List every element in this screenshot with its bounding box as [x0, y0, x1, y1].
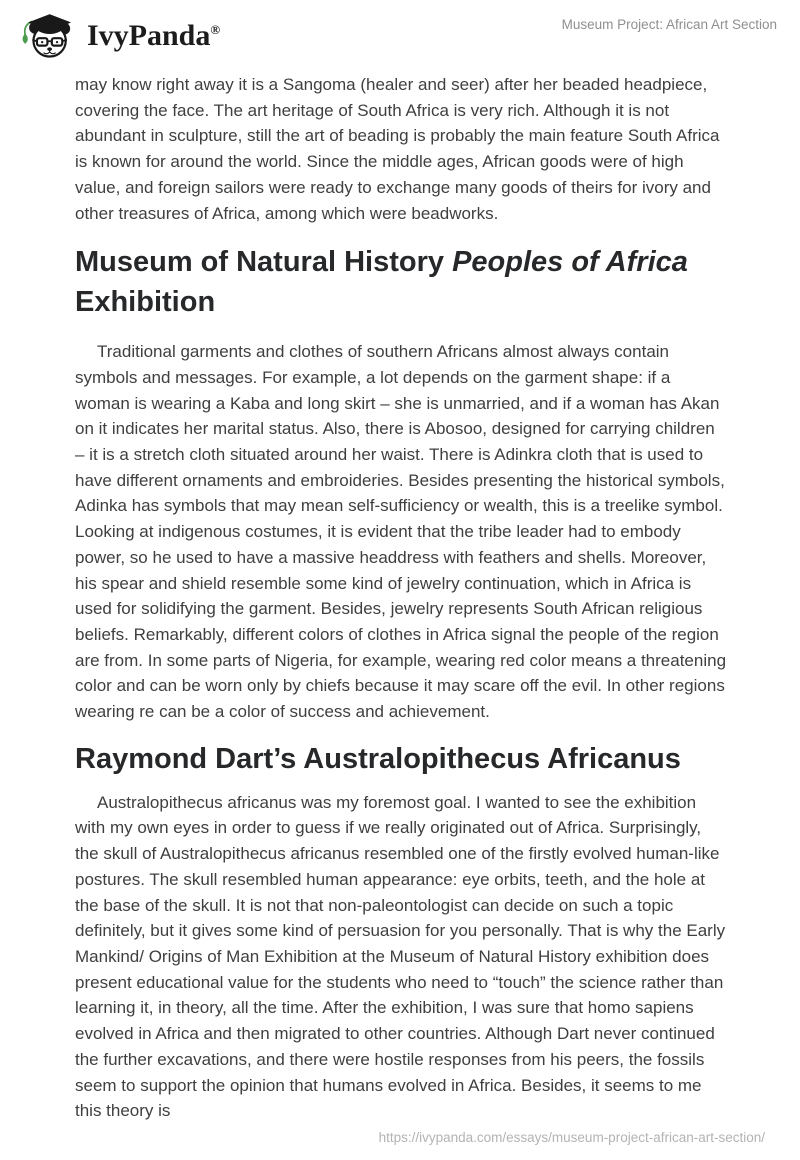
- article-paragraph-2: Traditional garments and clothes of southern Africans almost always contain symbols and messages. For example, a lot depends on the garment shape: if a woman is wearing a Kaba and long skirt – she is unmarried, and if a woman has Akan on it indicates her marital status. Also, there is Abosoo, designed for carrying children – it is a stretch cloth situated around her waist. There is Adinkra cloth that is used to have different ornaments and embroideries. Besides presenting the historical symbols, Adinka has symbols that may mean self-sufficiency or wealth, this is a treelike symbol. Looking at indigenous costumes, it is evident that the tribe leader had to embody power, so he used to have a massive headdress with feathers and shells. Moreover, his spear and shield resemble some kind of jewelry continuation, which in Africa is used for solidifying the garment. Besides, jewelry represents South African religious beliefs. Remarkably, different colors of clothes in Africa signal the people of the region are from. In some parts of Nigeria, for example, wearing red color means a threatening color and can be worn only by chiefs because it may scare off the evil. In other regions wearing re can be a color of success and achievement.: [75, 342, 727, 722]
- panda-graduate-icon: [17, 12, 77, 60]
- article-paragraph-3: Australopithecus africanus was my foremost goal. I wanted to see the exhibition with my own eyes in order to guess if we really originated out of Africa. Surprisingly, the skull of Australopithecus africanus resembled one of the firstly evolved human-like postures. The skull resembled human appearance: eye orbits, teeth, and the hole at the base of the skull. It is not that non-paleontologist can decide on such a topic definitely, but it gives some kind of persuasion for you personally. That is why the Early Mankind/ Origins of Man Exhibition at the Museum of Natural History exhibition does present educational value for the students who need to “touch” the science rather than learning it, in theory, all the time. After the exhibition, I was sure that homo sapiens evolved in Africa and then migrated to other countries. Although Dart never continued the further excavations, and there were hostile responses from his peers, the fossils seem to support the opinion that humans evolved in Africa. Besides, it seems to me this theory is: [75, 792, 726, 1121]
- article-body: [0, 72, 800, 1124]
- article-paragraph-1: may know right away it is a Sangoma (healer and seer) after her beaded headpiece, covering the face. The art heritage of South Africa is very rich. Although it is not abundant in sculpture, still the art of beading is probably the main feature South Africa is known for around the world. Since the middle ages, African goods were of high value, and foreign sailors were ready to exchange many goods of theirs for ivory and other treasures of Africa, among which were beadworks.: [75, 75, 720, 223]
- document-running-title: Museum Project: African Art Section: [561, 17, 777, 32]
- heading-suffix: Exhibition: [75, 286, 216, 319]
- section-heading-raymond-dart: Raymond Dart’s Australopithecus Africanus: [75, 742, 681, 775]
- brand-name: IvyPanda®: [87, 19, 221, 52]
- footer-source-url[interactable]: https://ivypanda.com/essays/museum-project-african-art-section/: [378, 1130, 765, 1145]
- registered-mark: ®: [210, 22, 221, 37]
- section-heading-museum-exhibition: [75, 242, 727, 322]
- heading-prefix: Museum of Natural History: [75, 246, 453, 279]
- header: [0, 0, 800, 66]
- heading-italic-title: Peoples of Africa: [452, 246, 688, 279]
- ivypanda-logo[interactable]: [17, 12, 220, 60]
